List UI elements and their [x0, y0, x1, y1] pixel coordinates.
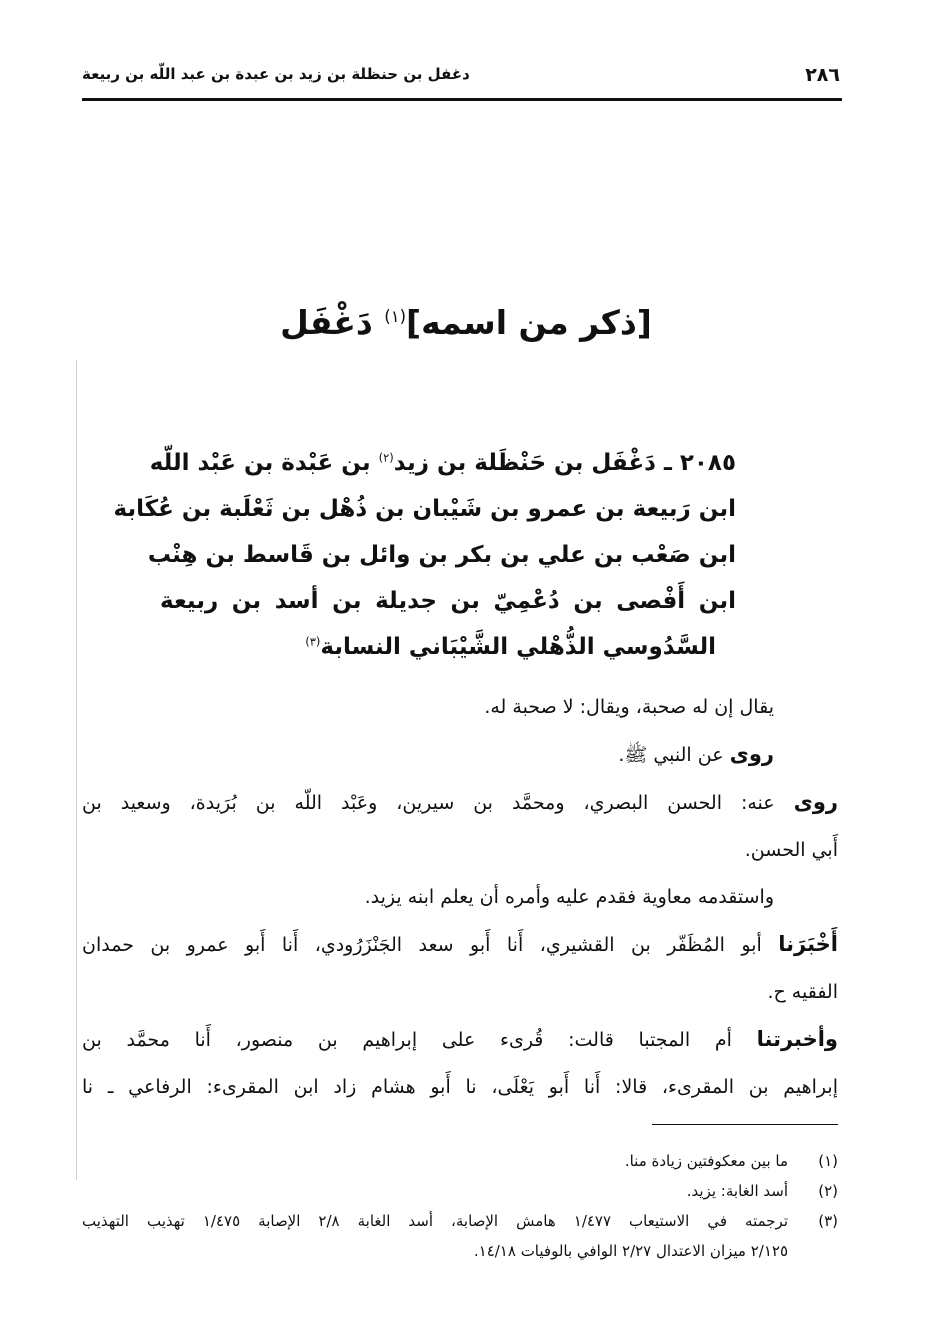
section-heading-text: [ذكر من اسمه] — [406, 303, 652, 342]
paragraph — [82, 874, 838, 921]
page-number: ٢٨٦ — [805, 64, 840, 86]
paragraph — [82, 731, 838, 779]
paragraph-line — [82, 779, 838, 827]
footnote-text — [82, 1176, 788, 1206]
paragraph-text: أم المجتبا قالت: قُرىء على إبراهيم بن منصور، أَنا محمَّد بن — [82, 1029, 757, 1051]
paragraph-line: يقال إن له صحبة، ويقال: لا صحبة له. — [484, 696, 774, 718]
footnote-ref: (٣) — [305, 634, 321, 649]
footnote — [82, 1146, 838, 1176]
entry-nisba: السَّدُوسي الذُّهْلي الشَّيْبَاني النسابة — [320, 634, 716, 660]
footnote — [82, 1176, 838, 1206]
footnote-text — [82, 1146, 788, 1176]
paragraph — [82, 779, 838, 874]
paragraph-line: إبراهيم بن المقرىء، قالا: أَنا أَبو يَعْلَى، نا أَبو هشام زاد ابن المقرىء: الرفاعي ـ نا — [82, 1076, 838, 1098]
entry-line — [149, 440, 736, 486]
footnote-line: ترجمته في الاستيعاب ١/٤٧٧ هامش الإصابة، أسد الغابة ٢/٨ الإصابة ١/٤٧٥ تهذيب التهذيب — [82, 1212, 788, 1230]
footnotes — [82, 1146, 838, 1266]
paragraph-text: عن النبي ﷺ. — [618, 744, 730, 766]
paragraph-line: الفقيه ح. — [767, 981, 838, 1003]
margin-line — [76, 360, 77, 1180]
entry-lineage: بن عَبْدة بن عَبْد اللّه — [149, 450, 379, 476]
footnote-ref: (١) — [384, 307, 407, 326]
keyword: روى — [729, 742, 774, 766]
keyword: أَخْبَرَنا — [778, 932, 838, 956]
entry-line: ابن أَفْصى بن دُعْمِيّ بن جديلة بن أسد بن ربيعة — [160, 588, 736, 614]
paragraph-line — [82, 921, 838, 969]
entry-line: ابن صَعْب بن علي بن بكر بن وائل بن قَاسط بن هِنْب — [147, 542, 736, 568]
header-rule — [82, 98, 842, 101]
paragraph-line: أَبي الحسن. — [744, 839, 838, 861]
section-heading — [150, 298, 782, 348]
entry-line — [160, 624, 736, 670]
keyword: روى — [793, 790, 838, 814]
entry-heading — [113, 440, 736, 670]
footnote-rule — [652, 1124, 838, 1125]
running-header — [82, 60, 840, 96]
entry-line: ابن رَبيعة بن عمرو بن شَيْبان بن ذُهْل بن ثَعْلَبة بن عُكَابة — [113, 496, 736, 522]
entry-number-name: ٢٠٨٥ ـ دَغْفَل بن حَنْظَلة بن زيد — [393, 450, 736, 476]
footnote-number: (١) — [818, 1152, 838, 1170]
paragraph-text: أبو المُظَفّر بن القشيري، أَنا أَبو سعد الجَنْزَرُودي، أَنا أَبو عمرو بن حمدان — [82, 934, 779, 956]
running-title: دغفل بن حنظلة بن زيد بن عبدة بن عبد اللّه بن ربيعة — [82, 65, 470, 83]
paragraph-line — [82, 1016, 838, 1064]
paragraph-line: واستقدمه معاوية فقدم عليه وأمره أن يعلم ابنه يزيد. — [364, 886, 774, 908]
paragraph-line — [82, 731, 774, 779]
keyword: وأخبرتنا — [756, 1027, 838, 1051]
footnote-line: ٢/١٢٥ ميزان الاعتدال ٢/٢٧ الوافي بالوفيات ١٤/١٨. — [473, 1242, 788, 1260]
section-heading-name: دَغْفَل — [280, 303, 385, 342]
footnote-number: (٢) — [818, 1182, 838, 1200]
paragraph — [82, 684, 838, 731]
body-text — [82, 684, 838, 1111]
paragraph — [82, 921, 838, 1016]
footnote-line: ما بين معكوفتين زيادة منا. — [624, 1152, 788, 1170]
footnote-line: أسد الغابة: يزيد. — [686, 1182, 788, 1200]
paragraph-text: عنه: الحسن البصري، ومحمَّد بن سيرين، وعَبْد اللّه بن بُرَيدة، وسعيد بن — [82, 792, 794, 814]
footnote-text — [82, 1206, 788, 1266]
footnote — [82, 1206, 838, 1266]
paragraph — [82, 1016, 838, 1111]
footnote-number: (٣) — [818, 1212, 838, 1230]
footnote-ref: (٢) — [378, 450, 394, 465]
